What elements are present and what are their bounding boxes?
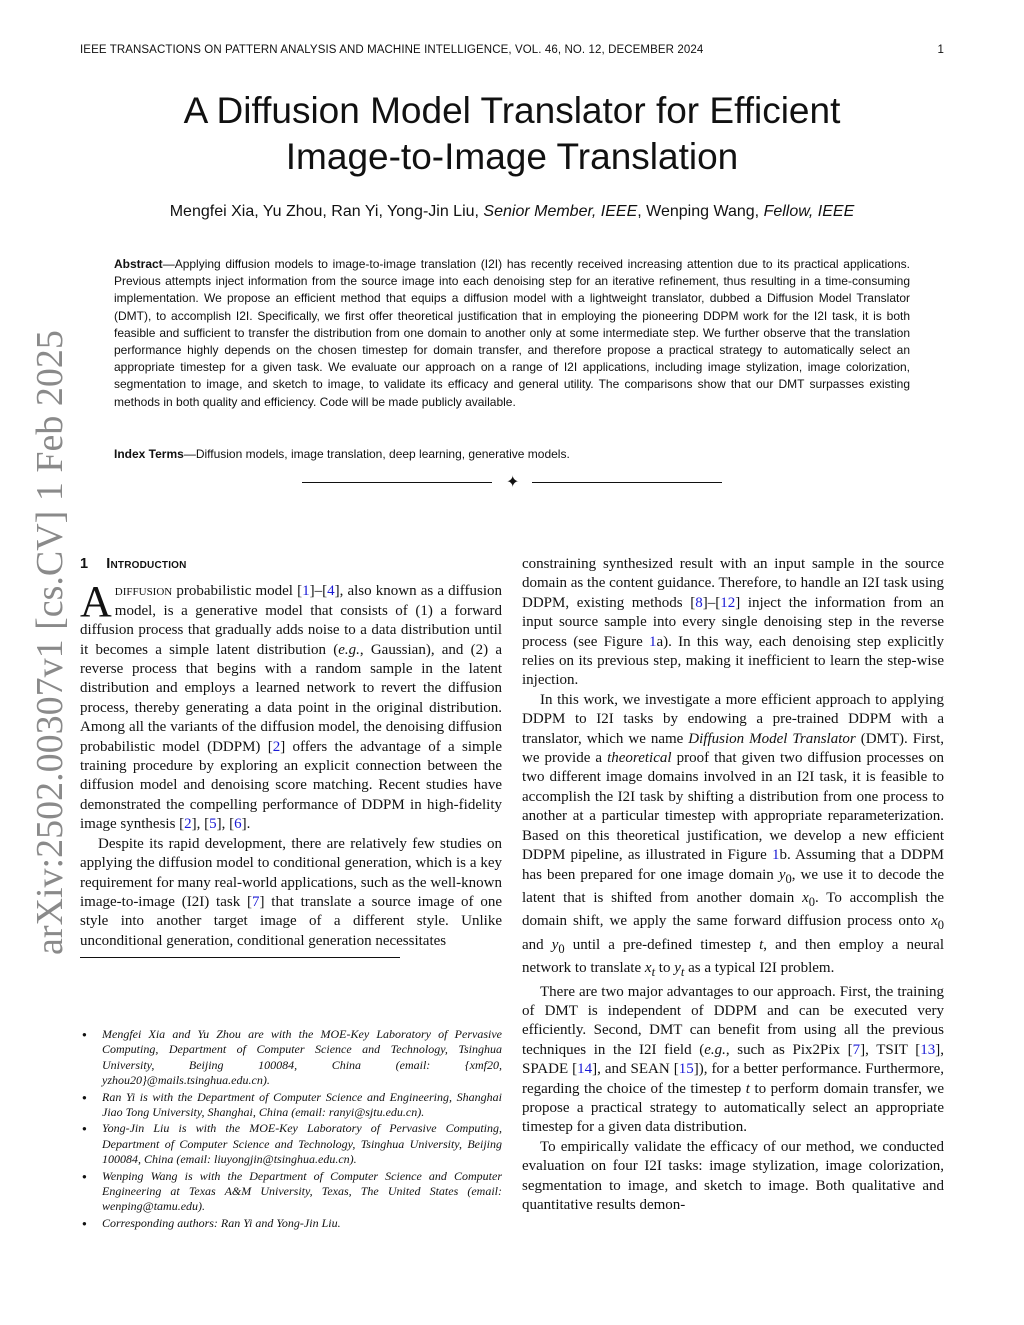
journal-name: IEEE TRANSACTIONS ON PATTERN ANALYSIS AND MACHINE INTELLIGENCE, VOL. 46, NO. 12, DECEMBER 2024 [80,44,704,56]
section-title: Introduction [106,556,187,572]
index-terms [114,447,910,461]
divider-line-right [532,482,722,483]
footnote-item: ● Yong-Jin Liu is with the MOE-Key Laboratory of Pervasive Computing, Department of Computer Science and Technology, Tsinghua University, Beijing 100084, China (email: liuyongjin@tsinghua.edu.cn). [80,1121,502,1167]
footnote-item: ● Mengfei Xia and Yu Zhou are with the MOE-Key Laboratory of Pervasive Computing, Department of Computer Science and Technology, Tsinghua University, Beijing 100084, China (email: {xmf20, yzhou20}@mails.tsinghua.edu.cn). [80,1027,502,1089]
running-header [80,44,944,56]
footnotes [80,1027,502,1232]
divider-star-icon: ✦ [506,474,520,491]
footnote-item: ● Wenping Wang is with the Department of Computer Science and Computer Engineering at Texas A&M University, Texas, The United States (email: wenping@tamu.edu). [80,1169,502,1215]
abstract-text: —Applying diffusion models to image-to-image translation (I2I) has recently received increasing attention due to its practical applications. Previous attempts inject information from the source image into each denoising step for an iterative refinement, thus resulting in a time-consuming implementation. We propose an efficient method that equips a diffusion model with a lightweight translator, dubbed a Diffusion Model Translator (DMT), to accomplish I2I. Specifically, we first offer theoretical justification that in employing the pioneering DDPM work for the I2I task, it is both feasible and sufficient to transfer the distribution from one domain to another only at some intermediate step. We further observe that the translation performance highly depends on the chosen timestep for domain transfer, and therefore propose a practical strategy to automatically select an appropriate timestep for a given task. We evaluate our approach on a range of I2I applications, including image stylization, image colorization, segmentation to image, and sketch to image, to validate its efficacy and general utility. The comparisons show that our DMT surpasses existing methods in both quality and efficiency. Code will be made publicly available. [114,257,910,409]
section-divider [302,474,722,492]
intro-paragraph-1-text: diffusion probabilistic model [1]–[4], also known as a diffusion model, is a generative model that consists of (1) a forward diffusion process that gradually adds noise to a data distribution until it becomes a simple latent distribution (e.g., Gaussian), and (2) a reverse process that begins with a random sample in the latent distribution and employs a learned network to revert the diffusion process, thereby generating a data point in the original distribution. Among all the variants of the diffusion model, the denoising diffusion probabilistic model (DDPM) [2] offers the advantage of a simple training procedure by exploring an explicit connection between the diffusion model and denoising score matching. Recent studies have demonstrated the compelling performance of DDPM in high-fidelity image synthesis [2], [5], [6]. [80,583,502,833]
intro-paragraph-1 [80,577,502,834]
page-number: 1 [937,44,944,56]
intro-paragraph-4: In this work, we investigate a more efficient approach to applying DDPM to I2I tasks by endowing a pre-trained DDPM with a translator, which we name Diffusion Model Translator (DMT). First, we provide a theoretical proof that given two diffusion processes on two different image domains involved in an I2I task, it is feasible to accomplish the I2I task by shifting a distribution from one process to another at a particular timestep with appropriate reparameterization. Based on this theoretical justification, we develop a new efficient DDPM pipeline, as illustrated in Figure 1b. Assuming that a DDPM has been prepared for one image domain $y_0$, we use it to decode the latent that is shifted from another domain $x_0$. To accomplish the domain shift, we apply the same forward diffusion process onto $x_0$ and $y_0$ until a pre-defined timestep t, and then employ a neural network to translate $x_t$ to $y_t$ as a typical I2I problem. [522,691,945,980]
index-terms-label: Index Terms [114,447,184,461]
author-names: Mengfei Xia, Yu Zhou, Ran Yi, Yong-Jin Liu, [169,203,484,220]
intro-paragraph-3: constraining synthesized result with an input sample in the source domain as the content guidance. Therefore, to handle an I2I task using DDPM, existing methods [8]–[12] inject the information from an input source sample into every single denoising step in the reverse process (see Figure 1a). In this way, each denoising step explicitly relies on its previous step, making it inefficient to learn the step-wise injection. [522,556,944,689]
author-role-1: Senior Member, IEEE [483,203,638,220]
arxiv-identifier: arXiv:2502.00307v1 [cs.CV] 1 Feb 2025 [29,330,71,955]
footnote-item: ● Ran Yi is with the Department of Computer Science and Engineering, Shanghai Jiao Tong University, Shanghai, China (email: ranyi@sjtu.edu.cn). [80,1090,502,1121]
left-column [80,555,502,966]
abstract-label: Abstract [114,257,163,271]
divider-line-left [302,482,492,483]
index-terms-text: —Diffusion models, image translation, deep learning, generative models. [183,447,570,461]
abstract [114,256,910,411]
title-line-1: A Diffusion Model Translator for Efficient [183,90,841,131]
title-line-2: Image-to-Image Translation [285,136,739,177]
section-number: 1 [80,556,89,572]
footnote-rule [80,957,400,958]
footnote-item: ● Corresponding authors: Ran Yi and Yong-Jin Liu. [80,1216,502,1231]
author-list [80,203,944,221]
author-role-2: Fellow, IEEE [763,203,855,220]
right-column [522,555,944,1215]
drop-cap: A [80,577,112,627]
intro-paragraph-6: To empirically validate the efficacy of our method, we conducted evaluation on four I2I tasks: image stylization, image colorization, segmentation to image, and sketch to image. Both qualitative and quantitative results demon- [522,1138,944,1213]
paper-title [80,88,944,180]
intro-paragraph-2: Despite its rapid development, there are relatively few studies on applying the diffusion model to conditional generation, which is a key requirement for many real-world applications, such as the well-known image-to-image (I2I) task [7] that translate a source image of one style into another target image of a different style. Unlike unconditional generation, conditional generation necessitates [80,835,502,949]
section-heading [80,555,502,574]
author-separator: , Wenping Wang, [637,203,764,220]
intro-paragraph-5: There are two major advantages to our approach. First, the training of DMT is independent of DDPM and can be executed very efficiently. Second, DMT can benefit from using all the previous techniques in the I2I field (e.g., such as Pix2Pix [7], TSIT [13], SPADE [14], and SEAN [15]), for a better performance. Furthermore, regarding the choice of the timestep t to perform domain transfer, we propose a practical strategy to automatically select an appropriate timestep for a given data distribution. [522,983,945,1136]
